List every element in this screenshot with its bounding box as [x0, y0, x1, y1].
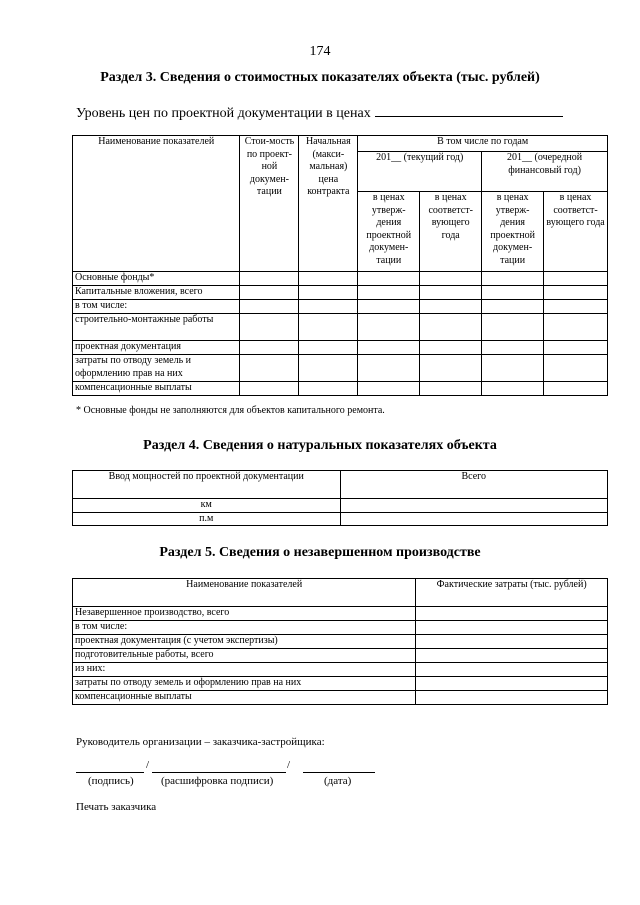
- table-cell[interactable]: [240, 272, 299, 286]
- table-cell[interactable]: [420, 300, 482, 314]
- table-cell[interactable]: [299, 300, 358, 314]
- table-row: в том числе:: [73, 300, 240, 314]
- table-row: в том числе:: [73, 621, 416, 635]
- footnote: * Основные фонды не заполняются для объектов капитального ремонта.: [76, 405, 385, 416]
- section5-table: [72, 578, 608, 705]
- price-level-blank[interactable]: [375, 104, 563, 117]
- section3-table: [72, 135, 608, 396]
- price-level-label: Уровень цен по проектной документации в ценах: [76, 106, 371, 121]
- header-approved-prices: в ценах утверж-дения проектной докумен-тации: [358, 192, 420, 272]
- table-cell[interactable]: [416, 691, 608, 705]
- table-row: проектная документация: [73, 341, 240, 355]
- table-row: из них:: [73, 663, 416, 677]
- section4-table: [72, 470, 608, 526]
- date-label: (дата): [324, 775, 352, 787]
- header-approved-prices: в ценах утверж-дения проектной докумен-тации: [482, 192, 544, 272]
- header-total: Всего: [340, 471, 607, 499]
- separator-slash: /: [287, 759, 291, 771]
- header-name: Наименование показателей: [73, 136, 240, 272]
- date-line[interactable]: [303, 772, 375, 773]
- table-cell[interactable]: [544, 272, 608, 286]
- header-actual-costs: Фактические затраты (тыс. рублей): [416, 579, 608, 607]
- table-cell[interactable]: [482, 300, 544, 314]
- table-cell[interactable]: [544, 382, 608, 396]
- table-cell[interactable]: [544, 314, 608, 341]
- table-row: строительно-монтажные работы: [73, 314, 240, 341]
- header-by-years: В том числе по годам: [358, 136, 608, 152]
- header-year-next: 201__ (очередной финансовый год): [482, 152, 608, 192]
- table-row: компенсационные выплаты: [73, 382, 240, 396]
- table-cell[interactable]: [299, 314, 358, 341]
- table-cell[interactable]: [420, 272, 482, 286]
- table-cell[interactable]: [416, 621, 608, 635]
- decoding-line[interactable]: [152, 772, 286, 773]
- section3-title: Раздел 3. Сведения о стоимостных показателях объекта (тыс. рублей): [100, 70, 540, 85]
- table-row: Незавершенное производство, всего: [73, 607, 416, 621]
- header-corresponding-prices: в ценах соответст-вующего года: [544, 192, 608, 272]
- table-cell[interactable]: [358, 355, 420, 382]
- table-row: Основные фонды*: [73, 272, 240, 286]
- header-power-input: Ввод мощностей по проектной документации: [73, 471, 341, 499]
- section4-title: Раздел 4. Сведения о натуральных показателях объекта: [143, 438, 497, 453]
- table-row: проектная документация (с учетом экспертизы): [73, 635, 416, 649]
- header-cost: Стои-мость по проект-ной докумен-тации: [240, 136, 299, 272]
- table-cell[interactable]: [420, 341, 482, 355]
- table-cell[interactable]: [358, 341, 420, 355]
- table-cell[interactable]: [416, 649, 608, 663]
- table-cell[interactable]: [482, 355, 544, 382]
- table-cell[interactable]: [482, 272, 544, 286]
- table-cell[interactable]: [482, 382, 544, 396]
- table-cell[interactable]: [544, 341, 608, 355]
- table-cell[interactable]: [482, 341, 544, 355]
- table-row: затраты по отводу земель и оформлению прав на них: [73, 677, 416, 691]
- table-cell[interactable]: [358, 272, 420, 286]
- table-cell[interactable]: [482, 286, 544, 300]
- table-row: подготовительные работы, всего: [73, 649, 416, 663]
- separator-slash: /: [146, 759, 150, 771]
- table-cell[interactable]: [358, 314, 420, 341]
- table-cell[interactable]: [482, 314, 544, 341]
- table-cell[interactable]: [240, 300, 299, 314]
- table-cell[interactable]: [420, 355, 482, 382]
- header-year-current: 201__ (текущий год): [358, 152, 482, 192]
- table-cell[interactable]: [420, 286, 482, 300]
- table-cell[interactable]: [299, 382, 358, 396]
- table-cell[interactable]: [299, 355, 358, 382]
- table-cell[interactable]: [358, 300, 420, 314]
- table-cell[interactable]: [416, 607, 608, 621]
- page-number: 174: [309, 44, 331, 59]
- table-cell[interactable]: [416, 635, 608, 649]
- table-cell[interactable]: [416, 677, 608, 691]
- table-row: п.м: [73, 512, 341, 526]
- price-level-line: [76, 104, 563, 122]
- table-cell[interactable]: [240, 314, 299, 341]
- section5-title: Раздел 5. Сведения о незавершенном производстве: [159, 545, 481, 560]
- table-cell[interactable]: [240, 355, 299, 382]
- table-cell[interactable]: [340, 499, 607, 513]
- table-cell[interactable]: [420, 382, 482, 396]
- decoding-label: (расшифровка подписи): [161, 775, 274, 787]
- signature-line[interactable]: [76, 772, 144, 773]
- header-indicator-name: Наименование показателей: [73, 579, 416, 607]
- table-cell[interactable]: [299, 272, 358, 286]
- table-cell[interactable]: [240, 382, 299, 396]
- table-cell[interactable]: [240, 341, 299, 355]
- table-row: Капитальные вложения, всего: [73, 286, 240, 300]
- table-cell[interactable]: [358, 286, 420, 300]
- stamp-label: Печать заказчика: [76, 801, 157, 813]
- header-initial-price: Начальная (макси-мальная) цена контракта: [299, 136, 358, 272]
- table-cell[interactable]: [544, 286, 608, 300]
- table-cell[interactable]: [340, 512, 607, 526]
- signature-label: (подпись): [88, 775, 134, 787]
- table-row: затраты по отводу земель и оформлению прав на них: [73, 355, 240, 382]
- table-cell[interactable]: [299, 286, 358, 300]
- table-cell[interactable]: [544, 355, 608, 382]
- table-cell[interactable]: [544, 300, 608, 314]
- table-cell[interactable]: [299, 341, 358, 355]
- table-cell[interactable]: [416, 663, 608, 677]
- table-cell[interactable]: [240, 286, 299, 300]
- header-corresponding-prices: в ценах соответст-вующего года: [420, 192, 482, 272]
- table-row: км: [73, 499, 341, 513]
- table-cell[interactable]: [420, 314, 482, 341]
- table-cell[interactable]: [358, 382, 420, 396]
- signature-head: Руководитель организации – заказчика-застройщика:: [76, 736, 325, 748]
- table-row: компенсационные выплаты: [73, 691, 416, 705]
